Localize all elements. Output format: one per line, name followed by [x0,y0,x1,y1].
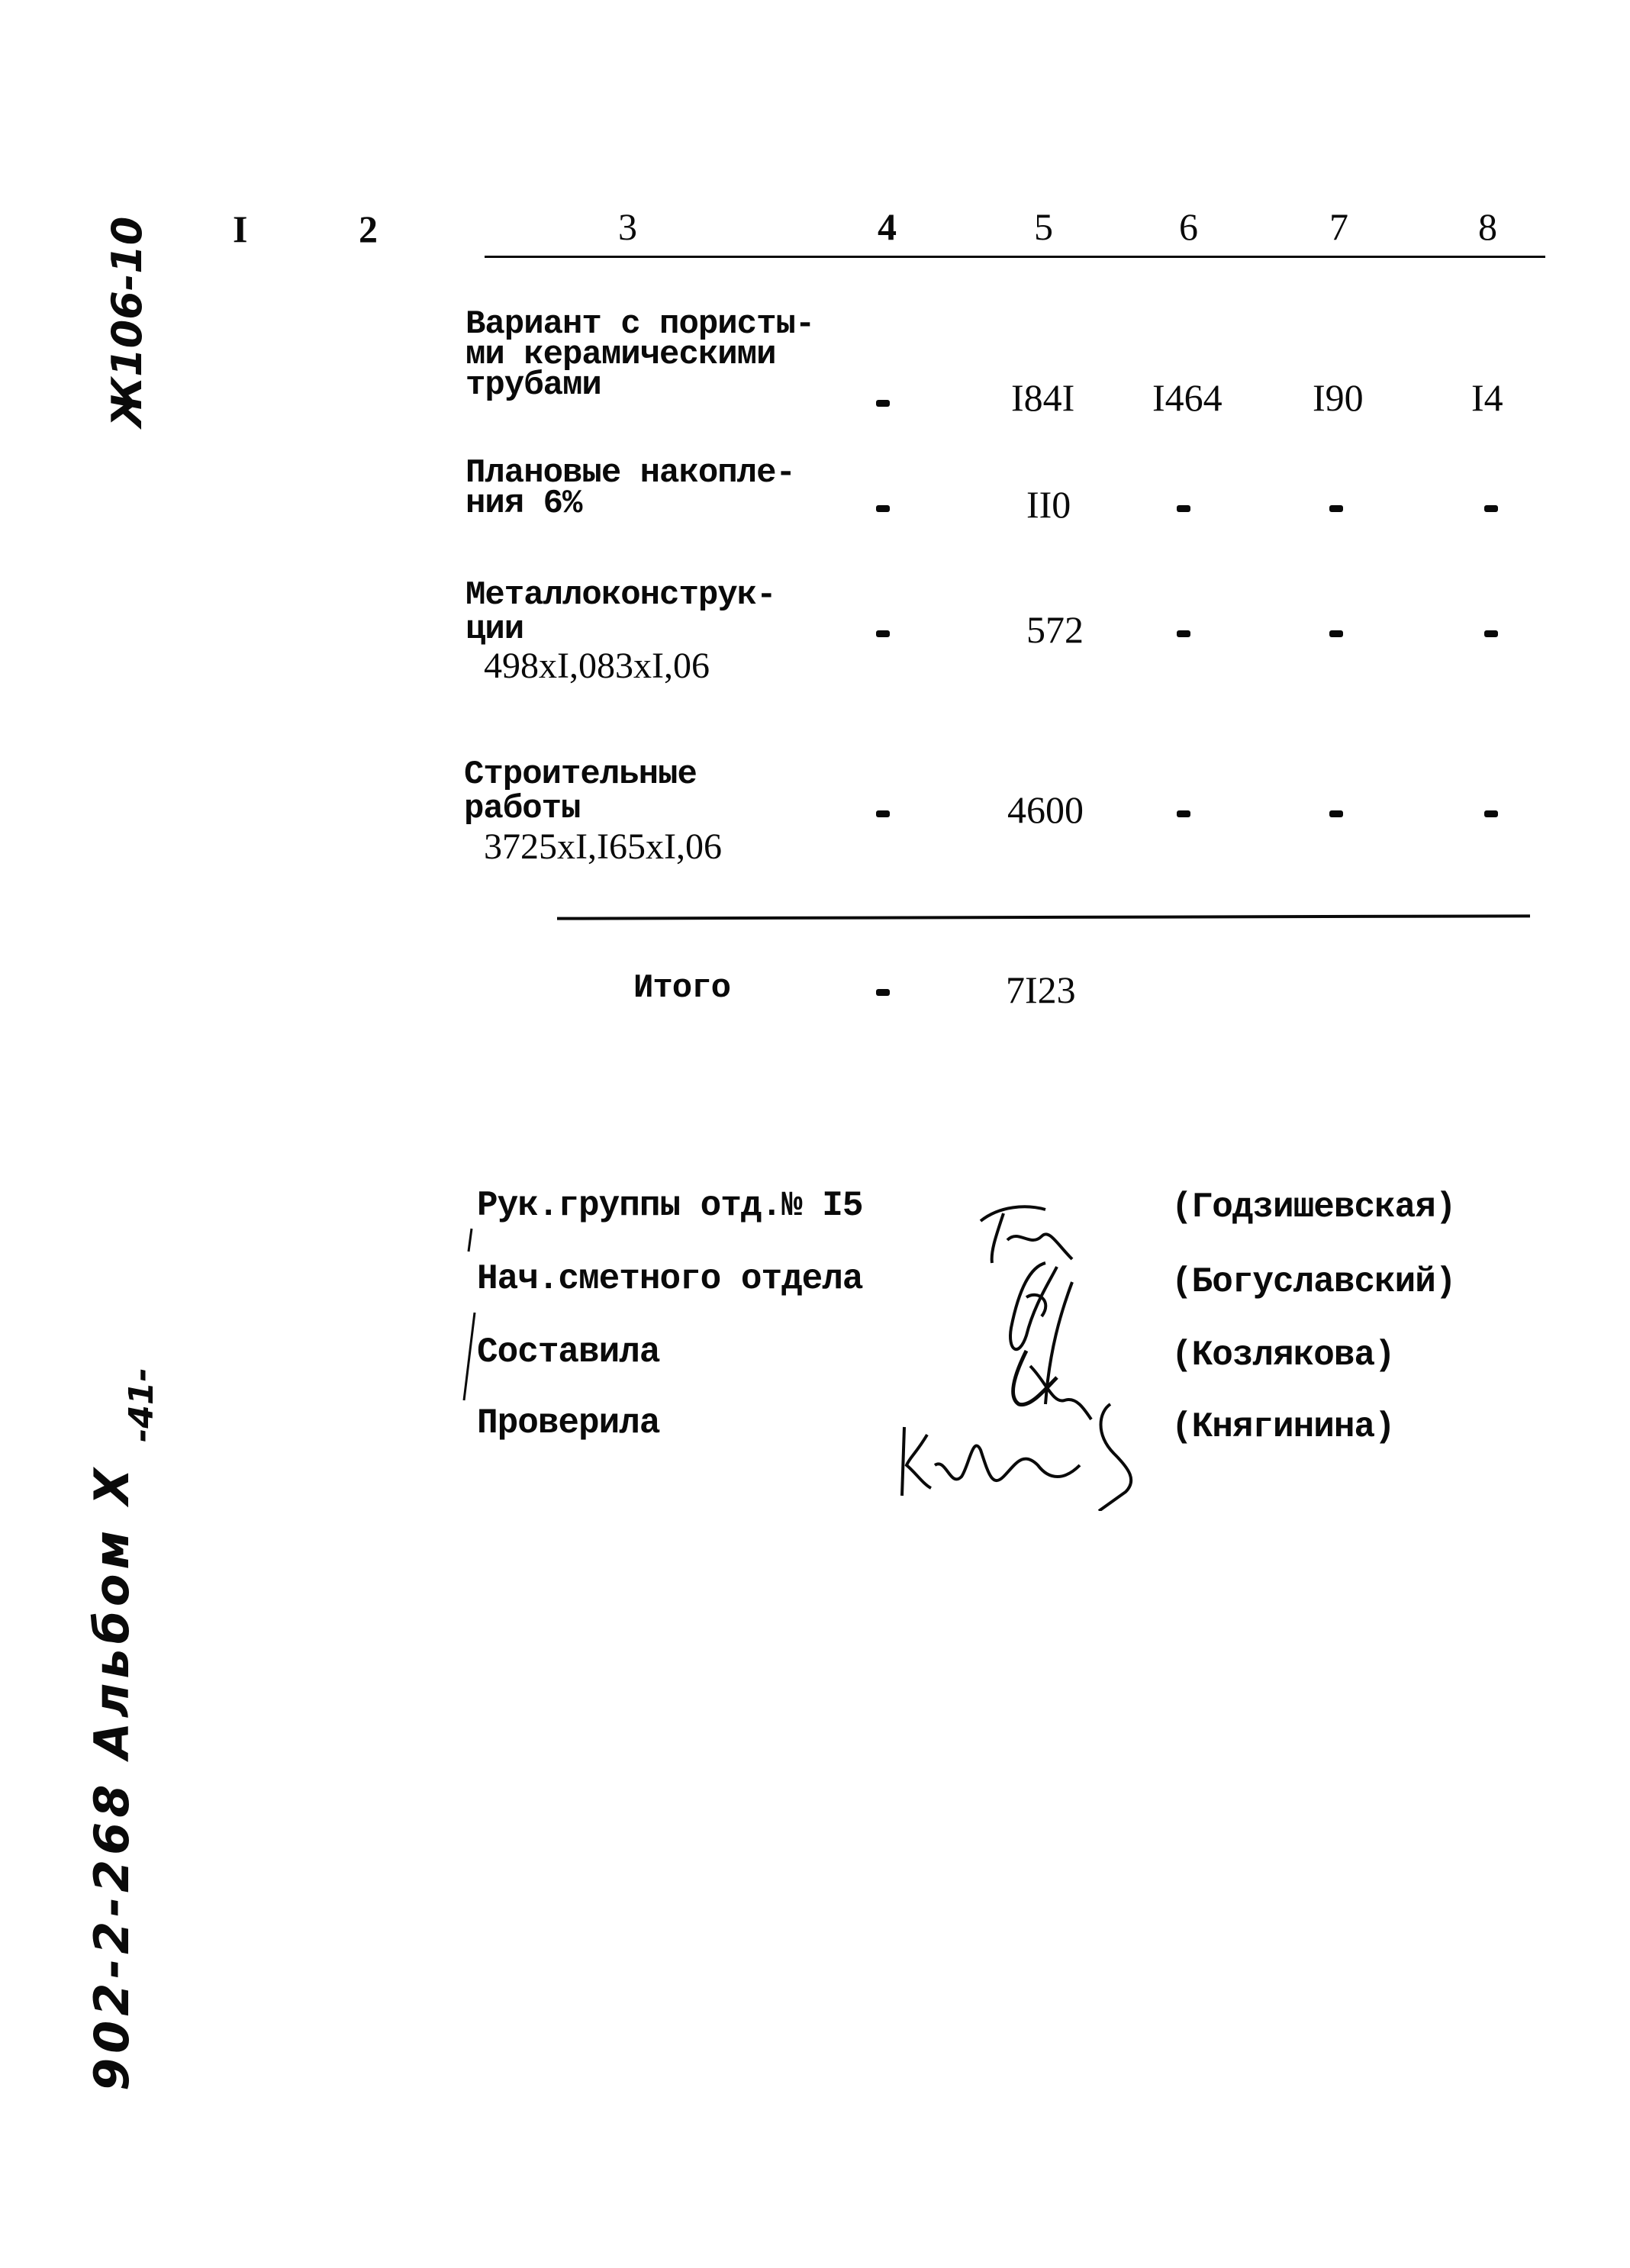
signature-name: (Богуславский) [1171,1262,1456,1302]
cell-col7-dash [1329,627,1343,641]
total-col4-dash [876,986,890,1000]
signature-name: (Годзишевская) [1171,1187,1456,1227]
row-description-line: трубами [465,366,601,404]
column-header-4: 4 [878,205,897,248]
row-formula: 498xI,083xI,06 [465,646,710,686]
row-description-line: Вариант с пористы- [465,305,815,343]
cell-col7-dash [1329,502,1343,516]
cell-col5: 4600 [1007,788,1084,831]
cell-col4-dash [876,502,890,516]
column-header-1: I [233,208,248,250]
page-number: -41- [122,1368,161,1442]
cell-col7: I90 [1313,376,1364,419]
total-rule [557,914,1530,920]
row-description-line: Металлоконструк- [465,576,776,614]
handwritten-signatures [893,1175,1168,1511]
row-description-line: Строительные [464,755,697,794]
column-header-2: 2 [359,208,378,250]
row-formula: 3725xI,I65xI,06 [465,826,722,867]
signature-role: Нач.сметного отдела [477,1259,863,1299]
column-header-6: 6 [1179,205,1198,248]
total-col5: 7I23 [1006,968,1076,1011]
total-label: Итого [633,969,731,1007]
cell-col6-dash [1177,627,1190,641]
cell-col6-dash [1177,807,1190,821]
header-rule [485,256,1545,258]
cell-col8-dash [1484,627,1498,641]
row-description-line: ми керамическими [465,336,776,374]
cell-col6-dash [1177,502,1190,516]
cell-col4-dash [876,627,890,641]
signature-role: Рук.группы отд.№ I5 [477,1186,863,1226]
row-description-line: ции [465,610,524,649]
column-header-7: 7 [1329,205,1348,248]
margin-note-top: Ж106-10 [103,216,151,427]
cell-col8: I4 [1471,376,1503,419]
column-header-8: 8 [1478,205,1497,248]
row-description-line: Плановые накопле- [465,454,795,492]
cell-col8-dash [1484,807,1498,821]
cell-col6: I464 [1152,376,1222,419]
cell-col5: 572 [1026,608,1084,651]
pen-tick-mark [435,1221,496,1404]
cell-col5: II0 [1026,483,1071,526]
signature-role: Составила [477,1332,660,1372]
cell-col7-dash [1329,807,1343,821]
cell-col4-dash [876,397,890,411]
signature-name: (Княгинина) [1171,1407,1395,1447]
cell-col4-dash [876,807,890,821]
cell-col8-dash [1484,502,1498,516]
column-header-3: 3 [618,205,637,248]
cell-col5: I84I [1011,376,1075,419]
signature-name: (Козлякова) [1171,1335,1395,1375]
column-header-5: 5 [1034,205,1053,248]
row-description-line: ния 6% [465,485,582,523]
row-description-line: работы [464,790,581,828]
margin-note-album: 902-2-268 Альбом X [84,1464,140,2091]
signature-role: Проверила [477,1403,660,1443]
